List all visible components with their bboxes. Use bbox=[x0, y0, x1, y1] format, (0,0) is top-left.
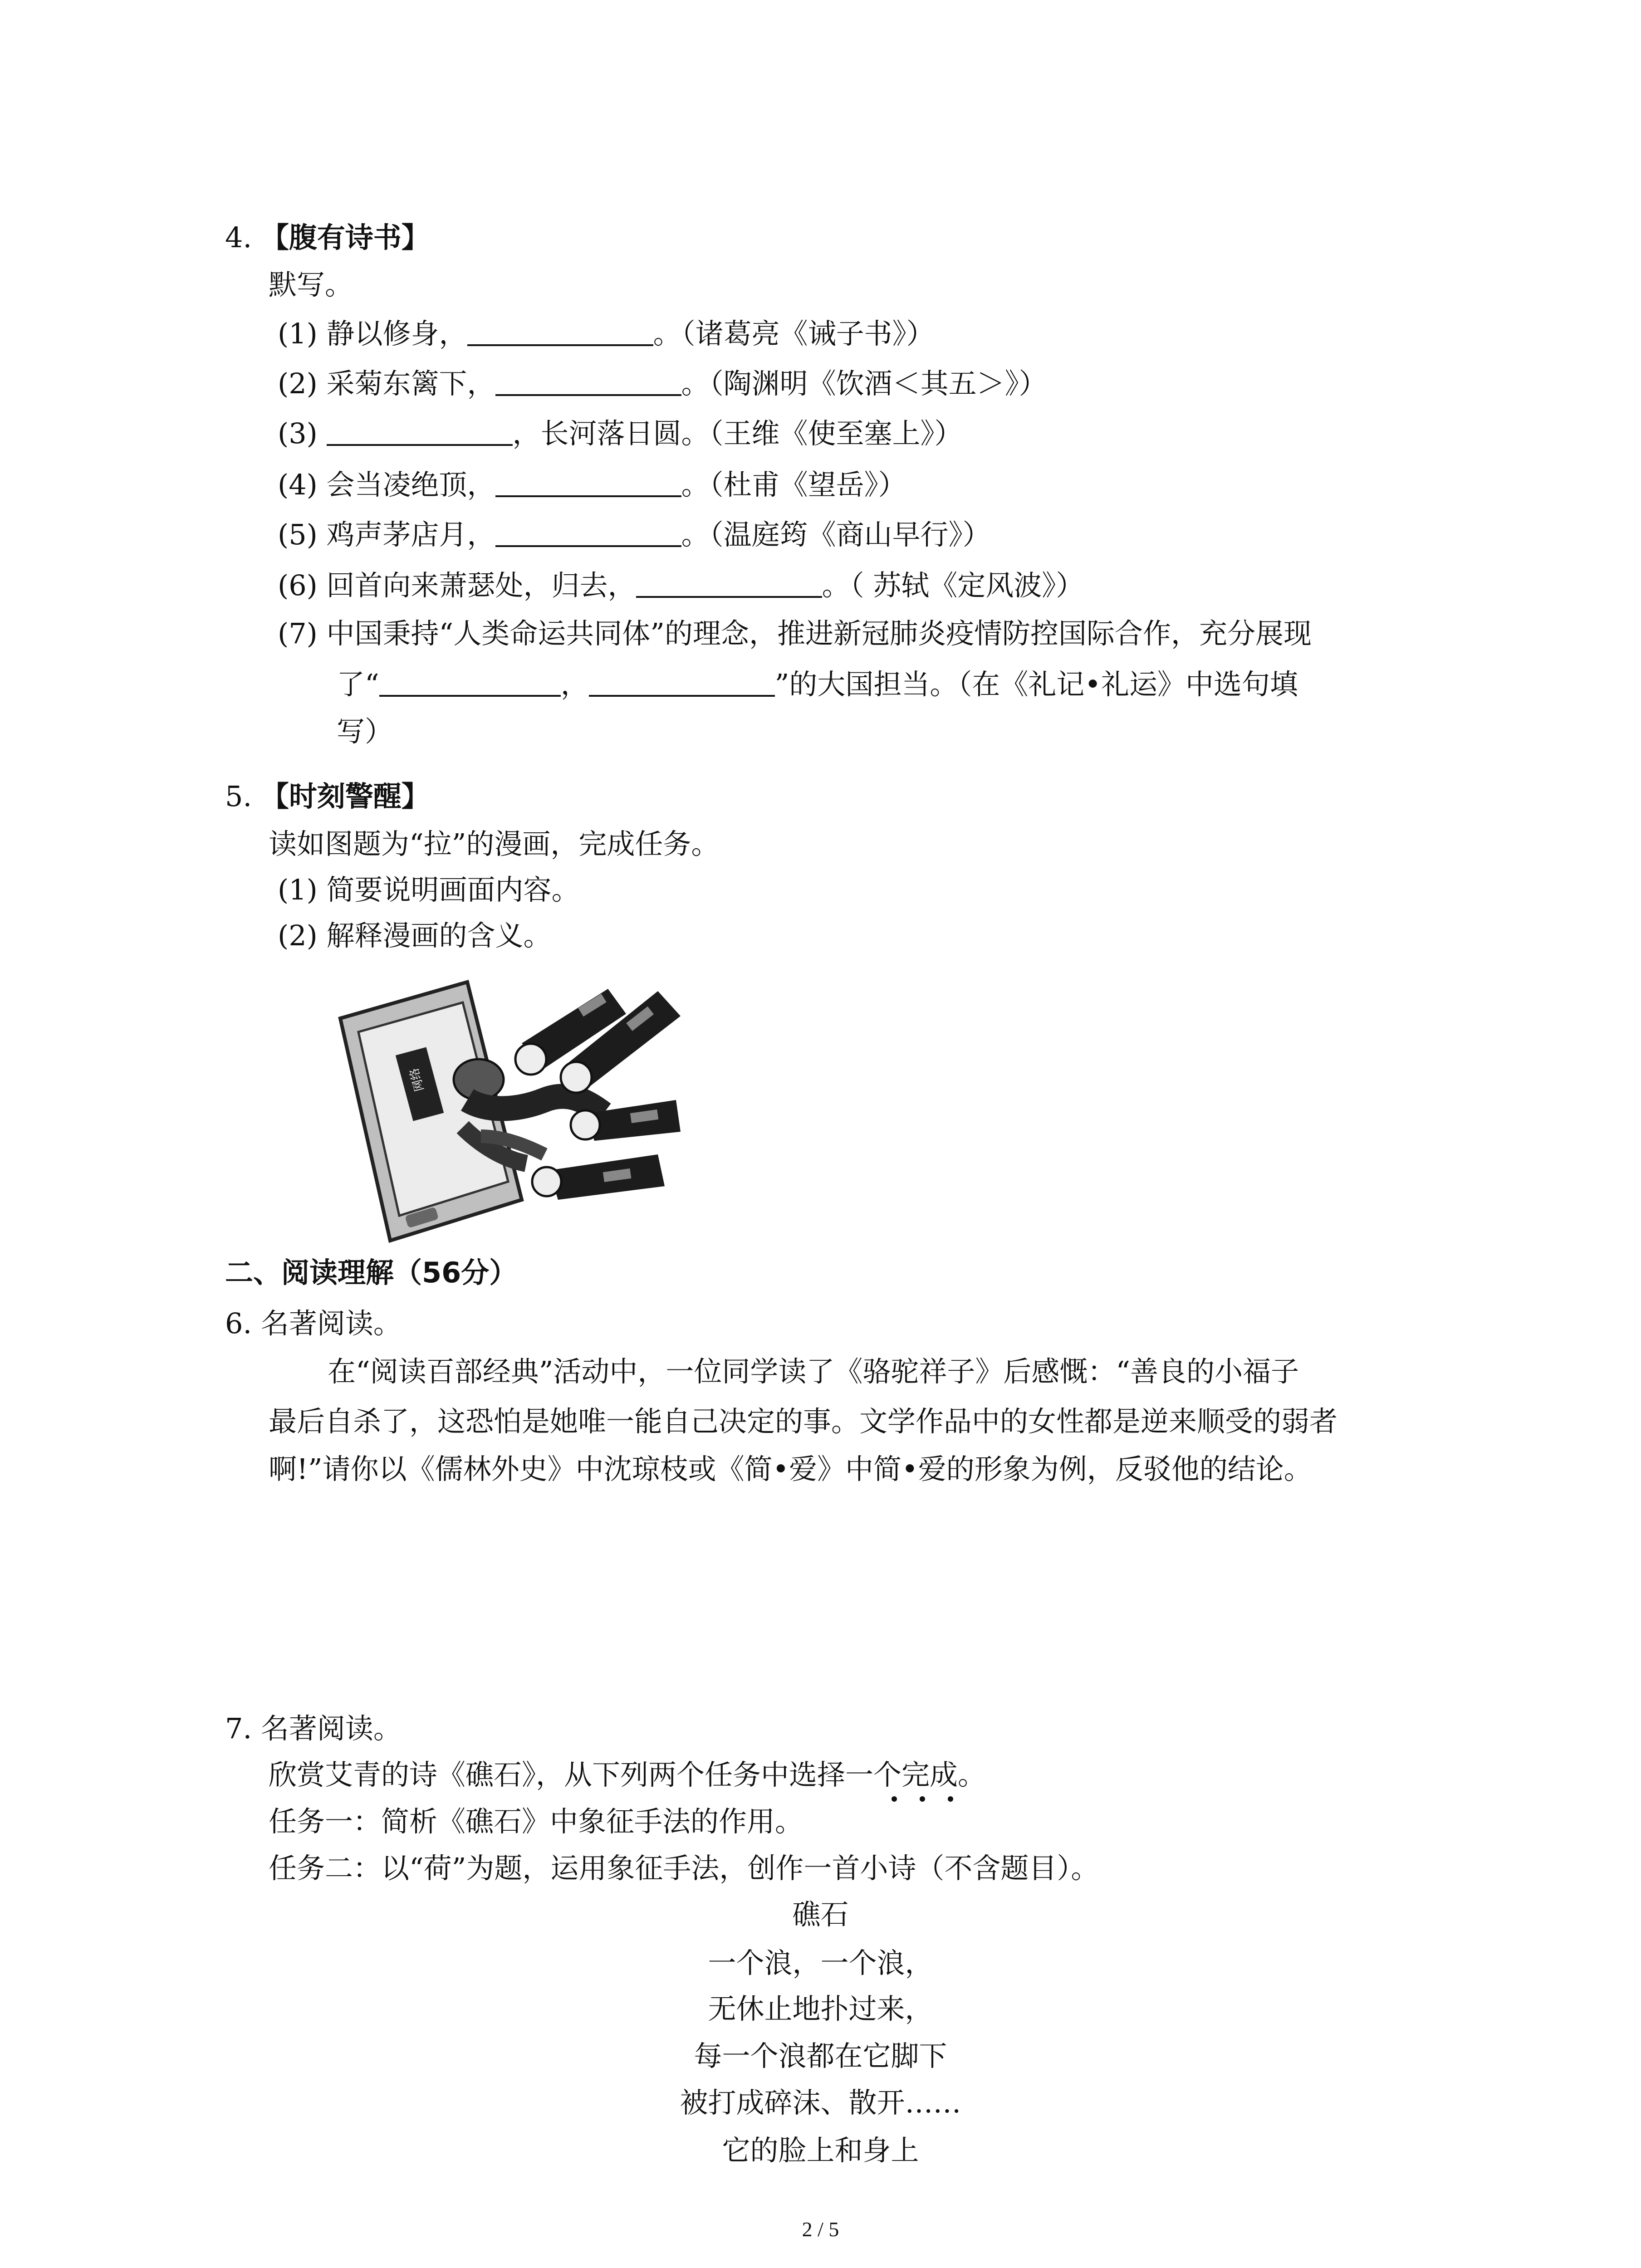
poem-title: 礁石 bbox=[792, 1898, 849, 1931]
q4-item-1 bbox=[278, 317, 935, 350]
q4-item-5 bbox=[278, 518, 991, 551]
item-text: ， bbox=[560, 668, 589, 701]
item-prompt: 会当凌绝顶， bbox=[326, 468, 495, 501]
q7-title: 名著阅读。 bbox=[260, 1712, 402, 1745]
q6-paragraph-line-3: 啊!”请你以《儒林外史》中沈琼枝或《简•爱》中简•爱的形象为例，反驳他的结论。 bbox=[269, 1452, 1312, 1486]
q4-item-7-line3: 写） bbox=[337, 715, 393, 748]
poem-line: 每一个浪都在它脚下 bbox=[694, 2039, 947, 2072]
q4-heading: 【腹有诗书】 bbox=[260, 221, 430, 254]
item-text: 中国秉持“人类命运共同体”的理念，推进新冠肺炎疫情防控国际合作，充分展现 bbox=[326, 617, 1312, 650]
answer-blank[interactable] bbox=[467, 321, 653, 346]
answer-blank[interactable] bbox=[327, 420, 513, 446]
answer-blank[interactable] bbox=[495, 522, 681, 547]
item-number: (1) bbox=[278, 317, 318, 350]
poem-line: 被打成碎沫、散开…… bbox=[680, 2086, 961, 2119]
item-source: 。（杜甫《望岳》） bbox=[681, 468, 906, 501]
q5-number: 5. bbox=[225, 780, 252, 813]
item-prompt: 鸡声茅店月， bbox=[326, 518, 495, 551]
item-prompt: 静以修身， bbox=[326, 317, 467, 350]
emphasis-dot bbox=[892, 1796, 897, 1802]
item-text: 了“ bbox=[337, 668, 379, 701]
q5-instruction: 读如图题为“拉”的漫画，完成任务。 bbox=[269, 827, 720, 860]
q4-instruction: 默写。 bbox=[269, 268, 353, 301]
item-prompt: 回首向来萧瑟处，归去， bbox=[326, 569, 636, 602]
q5-header bbox=[225, 782, 430, 811]
q6-title: 名著阅读。 bbox=[260, 1307, 402, 1340]
q7-intro: 欣赏艾青的诗《礁石》，从下列两个任务中选择一个完成。 bbox=[269, 1758, 986, 1791]
item-number: (3) bbox=[278, 417, 318, 450]
q4-item-3 bbox=[278, 417, 963, 450]
q4-item-7-line2 bbox=[337, 670, 1298, 699]
item-source: ，长河落日圆。（王维《使至塞上》） bbox=[512, 417, 963, 450]
svg-text:网络: 网络 bbox=[407, 1066, 427, 1093]
q4-item-7-line1 bbox=[278, 617, 1312, 650]
q5-task-2: (2) 解释漫画的含义。 bbox=[278, 919, 552, 952]
page-number: 2 / 5 bbox=[802, 2218, 839, 2241]
q5-task-1: (1) 简要说明画面内容。 bbox=[278, 873, 580, 906]
poem-line: 一个浪，一个浪， bbox=[708, 1946, 933, 1980]
item-source: 。（温庭筠《商山早行》） bbox=[681, 518, 991, 551]
item-prompt: 采菊东篱下， bbox=[326, 367, 495, 400]
poem-line: 无休止地扑过来， bbox=[708, 1992, 933, 2025]
section-title: 二、阅读理解（56分） bbox=[225, 1256, 518, 1289]
item-source: 。（诸葛亮《诫子书》） bbox=[653, 317, 935, 350]
item-number: (2) bbox=[278, 367, 318, 400]
answer-blank[interactable] bbox=[589, 671, 775, 697]
q4-item-6 bbox=[278, 569, 1084, 602]
q4-item-4 bbox=[278, 468, 906, 501]
emphasis-dot bbox=[948, 1796, 953, 1802]
emphasis-dot bbox=[920, 1796, 925, 1802]
answer-blank[interactable] bbox=[379, 671, 561, 697]
q4-header bbox=[225, 221, 430, 254]
item-source: 。（陶渊明《饮酒＜其五＞》） bbox=[681, 367, 1047, 400]
item-source: 。（ 苏轼《定风波》） bbox=[822, 569, 1084, 602]
q4-number: 4. bbox=[225, 221, 252, 254]
answer-blank[interactable] bbox=[495, 371, 681, 396]
item-number: (7) bbox=[278, 617, 318, 650]
item-number: (6) bbox=[278, 569, 318, 602]
poem-line: 它的脸上和身上 bbox=[722, 2134, 919, 2167]
q6-paragraph-line-2: 最后自杀了，这恐怕是她唯一能自己决定的事。文学作品中的女性都是逆来顺受的弱者 bbox=[269, 1405, 1338, 1438]
answer-blank[interactable] bbox=[495, 472, 681, 497]
q6-header bbox=[225, 1307, 402, 1340]
item-number: (4) bbox=[278, 468, 318, 501]
q7-number: 7. bbox=[225, 1712, 252, 1745]
q5-heading: 【时刻警醒】 bbox=[260, 780, 430, 813]
q4-item-2 bbox=[278, 367, 1047, 400]
q7-task-2: 任务二：以“荷”为题，运用象征手法，创作一首小诗（不含题目）。 bbox=[269, 1852, 1099, 1885]
q7-task-1: 任务一：简析《礁石》中象征手法的作用。 bbox=[269, 1805, 803, 1838]
q7-header bbox=[225, 1712, 402, 1745]
q6-paragraph-line-1: 在“阅读百部经典”活动中，一位同学读了《骆驼祥子》后感慨：“善良的小福子 bbox=[328, 1355, 1299, 1388]
item-text: ”的大国担当。（在《礼记•礼运》中选句填 bbox=[774, 668, 1298, 701]
q6-number: 6. bbox=[225, 1307, 252, 1340]
comic-illustration bbox=[331, 964, 690, 1243]
item-number: (5) bbox=[278, 518, 318, 551]
answer-blank[interactable] bbox=[636, 572, 822, 598]
